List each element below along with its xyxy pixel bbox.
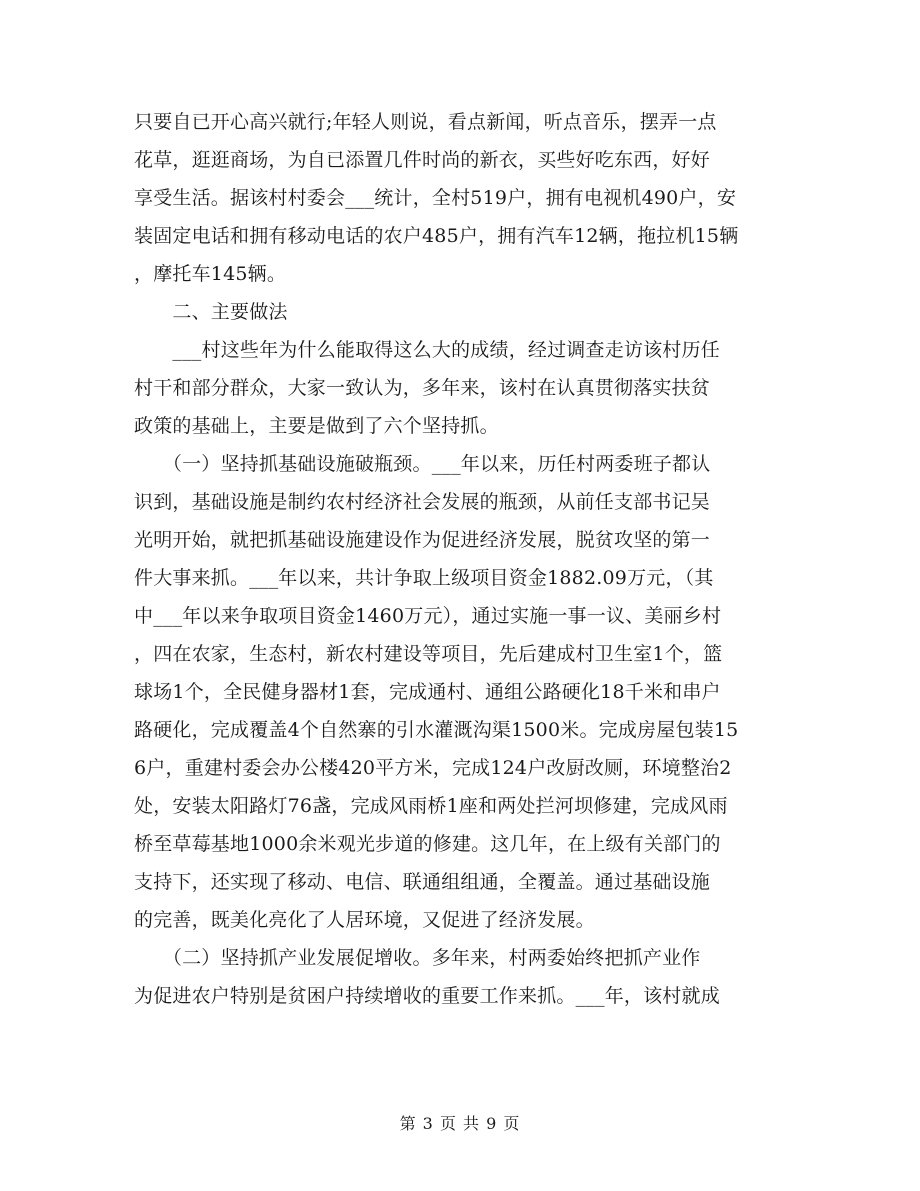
text-line: 中___年以来争取项目资金1460万元），通过实施一事一议、美丽乡村 (134, 605, 722, 627)
text-line: 路硬化，完成覆盖4个自然寨的引水灌溉沟渠1500米。完成房屋包装15 (134, 719, 739, 741)
text-line: （二）坚持抓产业发展促增收。多年来，村两委始终把抓产业作 (134, 947, 701, 969)
text-line: 处，安装太阳路灯76盏，完成风雨桥1座和两处拦河坝修建，完成风雨 (134, 795, 728, 817)
text-line: 为促进农户特别是贫困户持续增收的重要工作来抓。___年，该村就成 (134, 985, 720, 1007)
document-body (134, 103, 784, 1015)
text-line: 件大事来抓。___年以来，共计争取上级项目资金1882.09万元，（其 (134, 567, 714, 589)
text-line: ，摩托车145辆。 (134, 263, 287, 285)
text-line: 6户，重建村委会办公楼420平方米，完成124户改厨改厕，环境整治2 (134, 757, 732, 779)
text-line: 政策的基础上，主要是做到了六个坚持抓。 (134, 415, 499, 437)
text-line: 装固定电话和拥有移动电话的农户485户，拥有汽车12辆，拖拉机15辆 (134, 225, 739, 247)
text-line: 享受生活。据该村村委会___统计，全村519户，拥有电视机490户，安 (134, 187, 737, 209)
text-line: 支持下，还实现了移动、电信、联通组组通，全覆盖。通过基础设施 (134, 871, 711, 893)
text-line: （一）坚持抓基础设施破瓶颈。___年以来，历任村两委班子都认 (134, 453, 711, 475)
text-line: 光明开始，就把抓基础设施建设作为促进经济发展，脱贫攻坚的第一 (134, 529, 711, 551)
text-line: 村干和部分群众，大家一致认为，多年来，该村在认真贯彻落实扶贫 (134, 377, 711, 399)
text-line: 识到，基础设施是制约农村经济社会发展的瓶颈，从前任支部书记吴 (134, 491, 711, 513)
page-number-footer: 第 3 页 共 9 页 (399, 1114, 521, 1133)
text-line: 的完善，既美化亮化了人居环境，又促进了经济发展。 (134, 909, 595, 931)
text-line: 花草，逛逛商场，为自已添置几件时尚的新衣，买些好吃东西，好好 (134, 149, 711, 171)
text-line: 球场1个，全民健身器材1套，完成通村、通组公路硬化18千米和串户 (134, 681, 721, 703)
text-line: 只要自已开心高兴就行;年轻人则说，看点新闻，听点音乐，摆弄一点 (134, 111, 717, 133)
section-heading: 二、主要做法 (134, 301, 288, 323)
text-line: 桥至草莓基地1000余米观光步道的修建。这几年，在上级有关部门的 (134, 833, 721, 855)
text-line: ，四在农家，生态村，新农村建设等项目，先后建成村卫生室1个，篮 (134, 643, 723, 665)
text-line: ___村这些年为什么能取得这么大的成绩，经过调查走访该村历任 (134, 339, 720, 361)
